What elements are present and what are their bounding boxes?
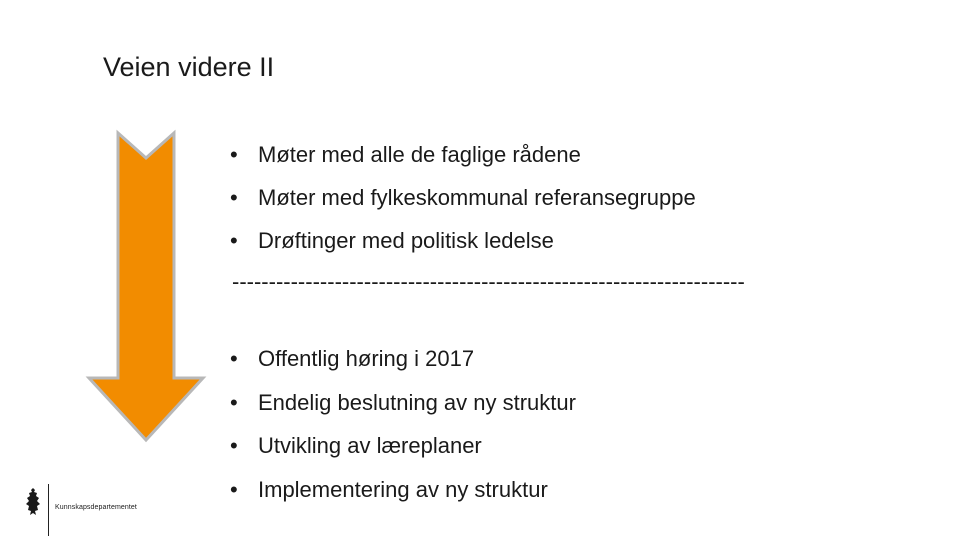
bullet-item xyxy=(230,141,581,169)
bullet-item xyxy=(230,432,482,460)
norwegian-lion-crest-icon xyxy=(24,487,42,517)
bullet-text: Endelig beslutning av ny struktur xyxy=(258,390,576,415)
bullet-item xyxy=(230,184,696,212)
bullet-dot: • xyxy=(230,390,238,415)
bullet-text: Utvikling av læreplaner xyxy=(258,433,482,458)
bullet-dot: • xyxy=(230,228,238,253)
logo-divider xyxy=(48,484,49,536)
bullet-dot: • xyxy=(230,142,238,167)
bullet-dot: • xyxy=(230,433,238,458)
bullet-text: Drøftinger med politisk ledelse xyxy=(258,228,554,253)
bullet-item xyxy=(230,345,474,373)
ministry-name: Kunnskapsdepartementet xyxy=(55,504,137,511)
slide-title: Veien videre II xyxy=(103,52,275,82)
bullet-text: Implementering av ny struktur xyxy=(258,477,548,502)
bullet-item xyxy=(230,227,554,255)
bullet-dot: • xyxy=(230,185,238,210)
bullet-text: Møter med alle de faglige rådene xyxy=(258,142,581,167)
bullet-item xyxy=(230,389,576,417)
dashed-separator: ---------------------------------------------------------------------- xyxy=(232,269,745,294)
bullet-text: Offentlig høring i 2017 xyxy=(258,346,475,371)
bullet-dot: • xyxy=(230,477,238,502)
bullet-dot: • xyxy=(230,346,238,371)
bullet-item xyxy=(230,476,548,504)
bullet-text: Møter med fylkeskommunal referansegruppe xyxy=(258,185,696,210)
